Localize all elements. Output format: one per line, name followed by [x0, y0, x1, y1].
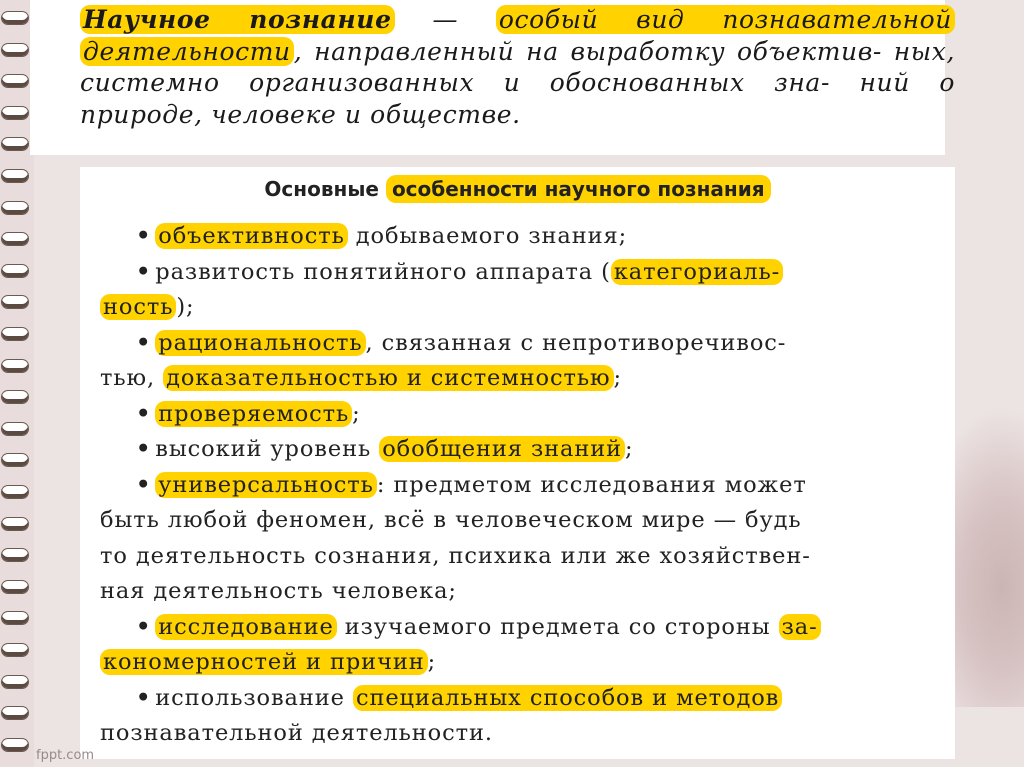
bullet-icon: •	[136, 684, 152, 711]
highlighted-term: категориаль-	[611, 259, 783, 285]
list-item-line: кономерностей и причин ;	[100, 645, 915, 681]
spiral-ring	[2, 233, 28, 245]
bullet-icon: •	[136, 329, 152, 356]
spiral-ring	[2, 676, 28, 688]
list-item-line: быть любой феномен, всё в человеческом мире — будь	[100, 507, 802, 533]
list-item-line: ность );	[100, 290, 915, 326]
list-item-line: • рациональность , связанная с непротиворечивос-	[136, 329, 787, 356]
spiral-ring	[2, 138, 28, 150]
list-item-line: то деятельность сознания, психика или же хозяйствен-	[100, 542, 811, 569]
spiral-ring	[2, 296, 28, 308]
highlighted-term: исследование	[155, 614, 336, 640]
list-item-line: • универсальность : предметом исследования может	[136, 471, 807, 498]
highlighted-term: проверяемость	[155, 401, 352, 427]
spiral-ring	[2, 328, 28, 340]
spiral-ring	[2, 44, 28, 56]
spiral-ring	[2, 360, 28, 372]
spiral-ring	[2, 12, 28, 24]
highlighted-term: доказательностью и системностью	[163, 365, 613, 391]
list-item-line: • развитость понятийного аппарата ( категориаль-	[100, 255, 915, 291]
features-heading: Основные особенности научного познания	[80, 177, 955, 201]
spiral-ring	[2, 644, 28, 656]
highlighted-term: специальных способов и методов	[353, 685, 782, 711]
features-list	[100, 219, 915, 752]
bullet-icon: •	[136, 223, 152, 249]
highlighted-term: объективность	[155, 223, 347, 249]
definition-card	[30, 0, 955, 155]
list-item-line: • проверяемость ;	[136, 400, 361, 427]
spiral-ring	[2, 75, 28, 87]
list-item-line: ная деятельность человека;	[100, 578, 457, 604]
spiral-ring	[2, 486, 28, 498]
highlighted-term: обобщения знаний	[379, 436, 625, 462]
highlighted-term: универсальность	[155, 472, 377, 498]
features-card	[80, 167, 955, 759]
list-item-line: познавательной деятельности.	[100, 720, 493, 746]
spiral-ring	[2, 707, 28, 719]
spiral-ring	[2, 391, 28, 403]
spiral-ring	[2, 265, 28, 277]
spiral-ring	[2, 612, 28, 624]
definition-term: Научное познание	[80, 5, 395, 34]
spiral-ring	[2, 581, 28, 593]
highlighted-term: рациональность	[155, 330, 365, 356]
list-item-line: • высокий уровень обобщения знаний ;	[136, 436, 634, 462]
bullet-icon: •	[136, 471, 152, 498]
definition-text: Научное познание — особый вид познавательной деятельности , направленный на выработку объектив- ных, системно организованных и обоснованных зна- ний о природе, человеке и обществе.	[80, 5, 955, 129]
highlighted-term: ность	[100, 294, 176, 320]
bullet-icon: •	[136, 436, 152, 462]
list-item-line: тью, доказательностью и системностью ;	[100, 365, 622, 391]
spiral-ring	[2, 170, 28, 182]
heading-highlight: особенности научного познания	[386, 175, 771, 203]
list-item-line: • объективность добываемого знания;	[136, 223, 628, 249]
bullet-icon: •	[136, 258, 152, 285]
list-item-line: • исследование изучаемого предмета со стороны за-	[100, 610, 915, 646]
bullet-icon: •	[136, 613, 152, 640]
footer-watermark: fppt.com	[36, 748, 95, 763]
definition-highlight: особый вид познавательной	[496, 5, 955, 34]
spiral-ring	[2, 423, 28, 435]
definition-highlight: деятельности	[80, 37, 294, 66]
list-item-line: • использование специальных способов и методов	[100, 681, 915, 717]
notebook-spiral	[0, 0, 34, 767]
spiral-ring	[2, 518, 28, 530]
spiral-ring	[2, 107, 28, 119]
spiral-ring	[2, 549, 28, 561]
spiral-ring	[2, 739, 28, 751]
highlighted-term: за-	[779, 614, 821, 640]
spiral-ring	[2, 454, 28, 466]
bullet-icon: •	[136, 400, 152, 427]
highlighted-term: кономерностей и причин	[100, 649, 428, 675]
spiral-ring	[2, 202, 28, 214]
